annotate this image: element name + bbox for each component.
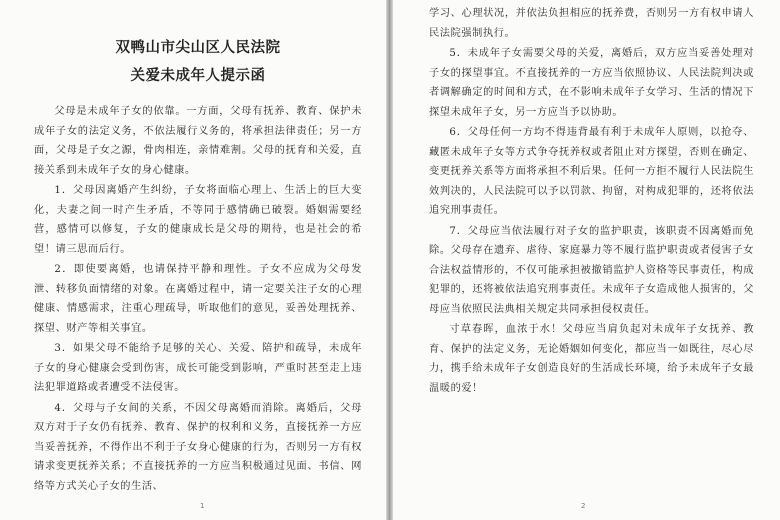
paragraph-item-4-continued: 学习、心理状况，并依法负担相应的抚养费，否则另一方有权申请人民法院强制执行。 bbox=[429, 8, 754, 39]
paragraph-item-6: 6．父母任何一方均不得违背最有利于未成年人原则，以抢夺、藏匿未成年子女等方式争夺抚养权或者阻止对方探望，否则在确定、变更抚养关系等方面将承担不利后果。任何一方拒不履行人民法院生效判决的，人民法院可以予以罚款、拘留，对构成犯罪的，还将依法追究刑事责任。 bbox=[429, 127, 754, 216]
page-gutter bbox=[386, 0, 393, 520]
closing-paragraph: 寸草春晖，血浓于水！父母应当肩负起对未成年子女抚养、教育、保护的法定义务，无论婚姻如何变化，都应当一如既往，尽心尽力，携手给未成年子女创造良好的生活成长环境，给予未成年子女最温暖的爱！ bbox=[429, 324, 754, 394]
paragraph-item-7: 7．父母应当依法履行对子女的监护职责，该职责不因离婚而免除。父母存在遗弃、虐待、家庭暴力等不履行监护职责或者侵害子女合法权益情形的，不仅可能承担被撤销监护人资格等民事责任，构成犯罪的，还将被依法追究刑事责任。未成年子女造成他人损害的，父母应当依照民法典相关规定共同承担侵权责任。 bbox=[429, 225, 754, 315]
document-title: 关爱未成年人提示函 bbox=[130, 67, 266, 84]
court-name-heading: 双鸭山市尖山区人民法院 bbox=[115, 39, 281, 56]
paragraph-item-3: 3．如果父母不能给予足够的关心、关爱、陪护和疏导，未成年子女的身心健康会受到伤害，成长可能受到影响，严重时甚至走上违法犯罪道路或者遭受不法侵害。 bbox=[34, 343, 362, 393]
intro-paragraph: 父母是未成年子女的依靠。一方面，父母有抚养、教育、保护未成年子女的法定义务，不依法履行义务的，将承担法律责任；另一方面，父母是子女之源，骨肉相连，亲情难割。父母的抚育和关爱，直接关系到未成年子女的身心健康。 bbox=[34, 106, 362, 176]
page-number: 1 bbox=[200, 502, 205, 510]
paragraph-item-4: 4．父母与子女间的关系，不因父母离婚而消除。离婚后，父母双方对于子女仍有抚养、教育、保护的权利和义务，直接抚养一方应当妥善抚养，不得作出不利于子女身心健康的行为，否则另一方有权请求变更抚养关系；不直接抚养的一方应当积极通过见面、书信、网络等方式关心子女的生活、 bbox=[34, 402, 362, 492]
paragraph-item-1: 1．父母因离婚产生纠纷，子女将面临心理上、生活上的巨大变化，夫妻之间一时产生矛盾，不等同于感情确已破裂。婚姻需要经营，感情可以修复，子女的健康成长是父母的期待，也是社会的希望！请三思而后行。 bbox=[34, 185, 362, 255]
paragraph-item-5: 5．未成年子女需要父母的关爱，离婚后，双方应当妥善处理对子女的探望事宜。不直接抚养的一方应当依照协议、人民法院判决或者调解确定的时间和方式，在不影响未成年子女学习、生活的情况下探望未成年子女，另一方应当予以协助。 bbox=[429, 48, 754, 118]
paragraph-item-2: 2．即使要离婚，也请保持平静和理性。子女不应成为父母发泄、转移负面情绪的对象。在离婚过程中，请一定要关注子女的心理健康、情感需求，注重心理疏导，听取他们的意见，妥善处理抚养、探望、财产等相关事宜。 bbox=[34, 264, 362, 334]
document-page-right bbox=[393, 0, 780, 520]
page-number: 2 bbox=[581, 502, 586, 510]
document-page-left bbox=[0, 0, 386, 520]
